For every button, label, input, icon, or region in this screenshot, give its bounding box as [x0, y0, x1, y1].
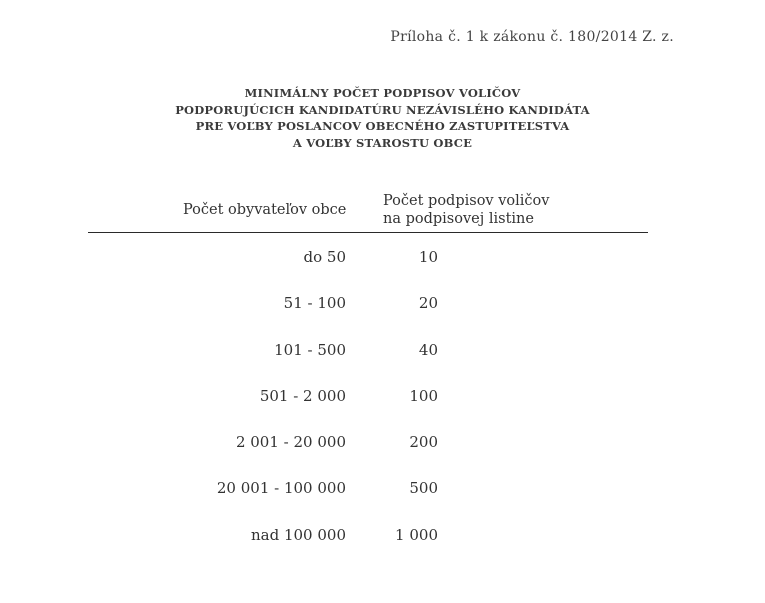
table-row — [0, 289, 765, 335]
population-range: 51 - 100 — [283, 294, 346, 313]
population-range: 501 - 2 000 — [259, 386, 346, 405]
header-rule — [88, 232, 648, 233]
population-range: 2 001 - 20 000 — [235, 433, 346, 452]
population-range: 101 - 500 — [274, 340, 346, 359]
table-row — [0, 382, 765, 428]
title-line-2: PODPORUJÚCICH KANDIDATÚRU NEZÁVISLÉHO KANDIDÁTA — [175, 102, 590, 117]
document-title — [0, 85, 765, 151]
table-row — [0, 243, 765, 289]
signatures-column-header — [383, 192, 549, 228]
signature-count: 500 — [409, 479, 438, 498]
population-range: 20 001 - 100 000 — [216, 479, 346, 498]
signature-table-body — [0, 243, 765, 567]
signatures-header-line-1: Počet podpisov voličov — [383, 193, 550, 209]
signature-count: 200 — [409, 433, 438, 452]
title-line-3: PRE VOĽBY POSLANCOV OBECNÉHO ZASTUPITEĽSTVA — [195, 119, 570, 133]
signature-count: 10 — [418, 248, 438, 266]
title-line-1: MINIMÁLNY POČET PODPISOV VOLIČOV — [244, 86, 521, 100]
population-column-header: Počet obyvateľov obce — [183, 202, 347, 218]
table-row — [0, 521, 765, 567]
signature-count: 40 — [418, 340, 438, 359]
title-line-4: A VOĽBY STAROSTU OBCE — [292, 135, 473, 150]
signature-count: 100 — [409, 386, 438, 405]
signatures-header-line-2: na podpisovej listine — [383, 211, 534, 227]
annex-reference: Príloha č. 1 k zákonu č. 180/2014 Z. z. — [390, 29, 674, 45]
signature-count: 1 000 — [395, 525, 438, 544]
table-row — [0, 336, 765, 382]
table-row — [0, 474, 765, 520]
table-row — [0, 428, 765, 474]
signature-count: 20 — [418, 294, 438, 313]
population-range: do 50 — [303, 248, 346, 266]
population-range: nad 100 000 — [250, 525, 346, 544]
